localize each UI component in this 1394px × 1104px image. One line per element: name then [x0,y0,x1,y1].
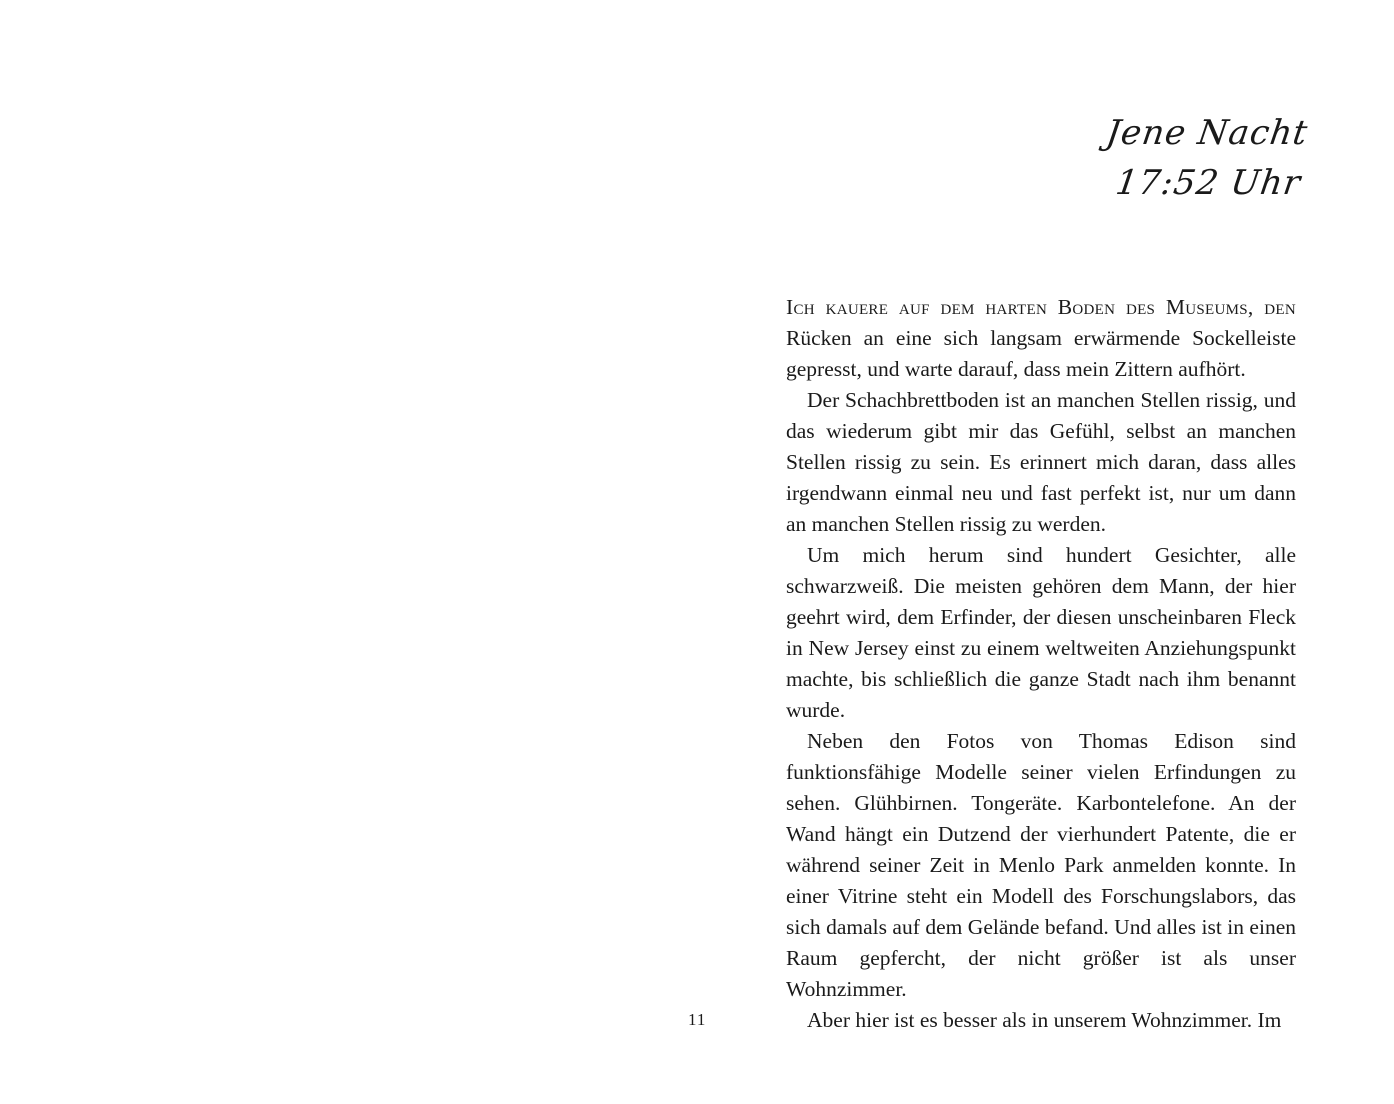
page-number [0,1010,707,1030]
paragraph-3: Um mich herum sind hundert Gesichter, alle schwarzweiß. Die meisten gehören dem Mann, der hier geehrt wird, dem Erfinder, der diesen unscheinbaren Fleck in New Jersey einst zu einem weltweiten Anziehungspunkt machte, bis schließlich die ganze Stadt nach ihm benannt wurde. [786,543,1296,722]
paragraph-1-rest: Rücken an eine sich langsam erwärmende Sockelleiste gepresst, und warte darauf, dass mein Zittern aufhört. [786,326,1296,381]
lead-in-smallcaps: Ich kauere auf dem harten Boden des Museums, den [786,295,1296,319]
paragraph-5: Aber hier ist es besser als in unserem Wohnzimmer. Im [807,1008,1282,1032]
chapter-heading [1096,108,1311,208]
paragraph-2: Der Schachbrettboden ist an manchen Stellen rissig, und das wiederum gibt mir das Gefühl, selbst an manchen Stellen rissig zu sein. Es erinnert mich daran, dass alles irgendwann einmal neu und fast perfekt ist, nur um dann an manchen Stellen rissig zu werden. [786,388,1296,536]
chapter-heading-time: 17:52 Uhr [1113,163,1304,203]
paragraph-1 [786,292,1296,385]
body-text [786,292,1296,1036]
right-page [697,0,1394,1104]
chapter-heading-title: Jene Nacht [1103,113,1311,153]
page-number-text: 11 [688,1010,707,1029]
paragraph-4: Neben den Fotos von Thomas Edison sind funktionsfähige Modelle seiner vielen Erfindungen zu sehen. Glühbirnen. Tongeräte. Karbontelefone. An der Wand hängt ein Dutzend der vierhundert Patente, die er während seiner Zeit in Menlo Park anmelden konnte. In einer Vitrine steht ein Modell des Forschungslabors, das sich damals auf dem Gelände befand. Und alles ist in einen Raum gepfercht, der nicht größer ist als unser Wohnzimmer. [786,729,1296,1001]
